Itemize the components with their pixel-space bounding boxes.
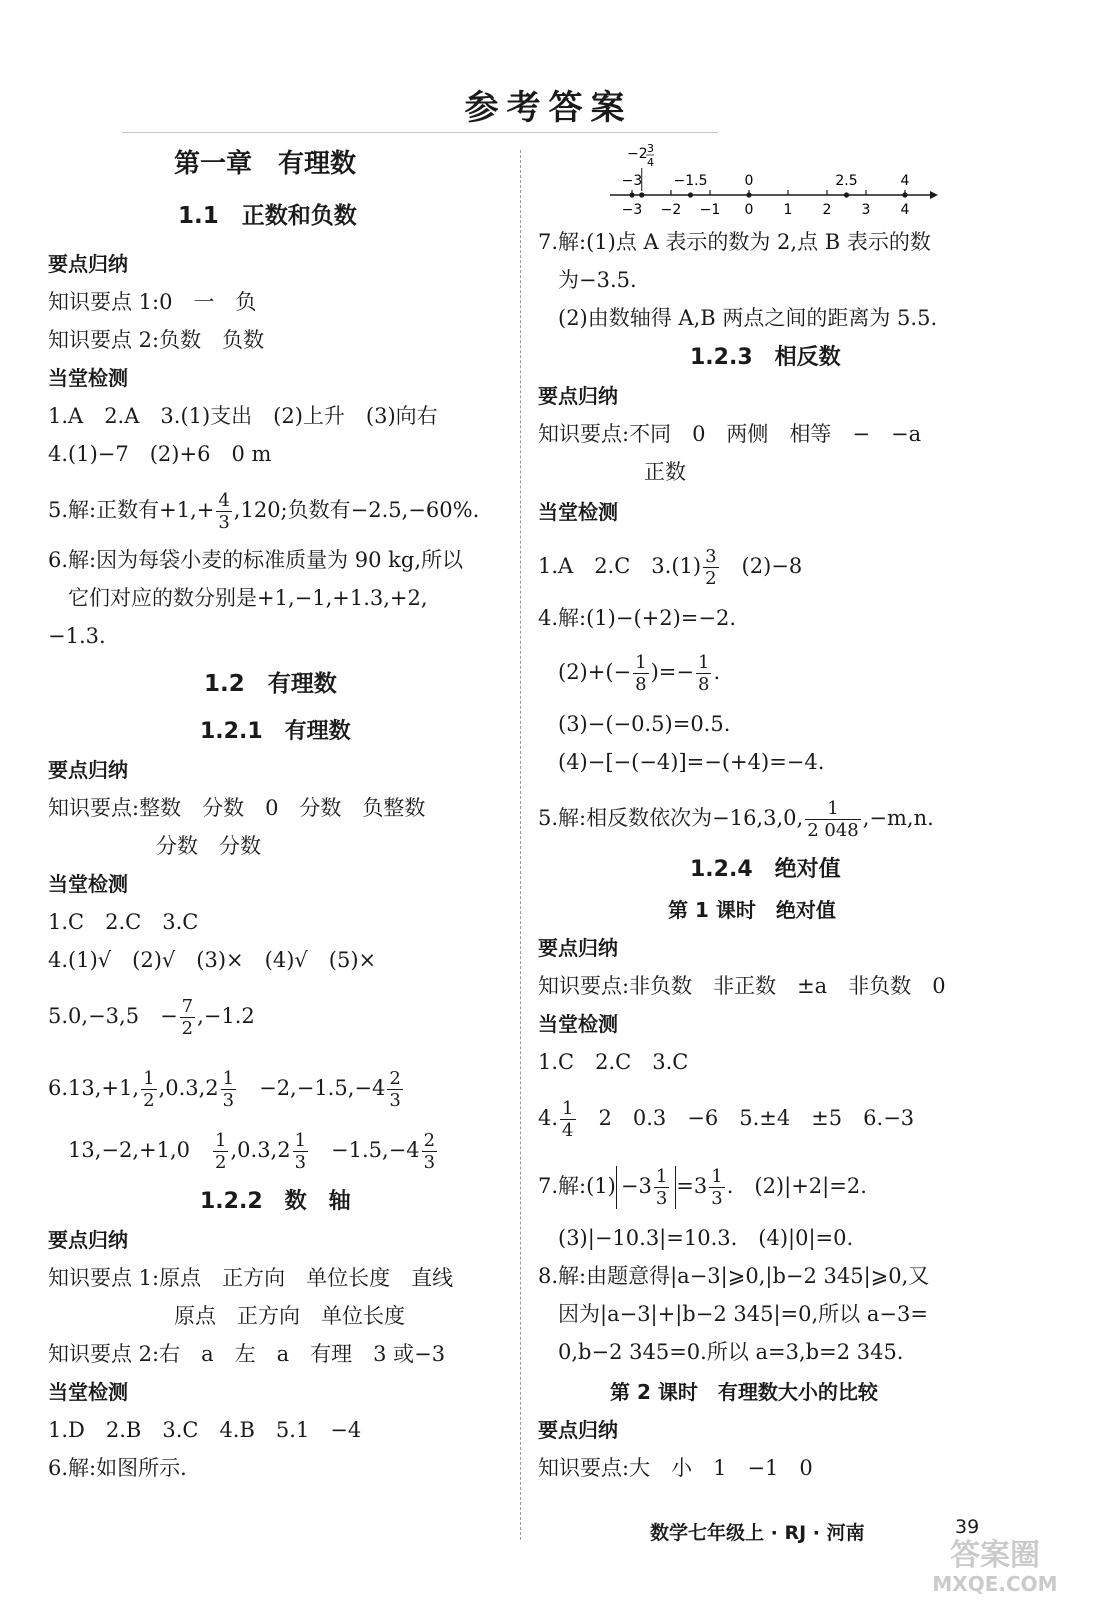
key-points-heading: 要点归纳	[538, 936, 618, 960]
tick-label: 4	[900, 202, 910, 218]
axis-ticks	[622, 190, 910, 218]
answer-line: 知识要点:大 小 1 −1 0	[538, 1456, 813, 1480]
denominator: 4	[647, 156, 654, 169]
denominator: 3	[423, 1152, 436, 1173]
denominator: 8	[697, 674, 710, 695]
numerator: 3	[647, 142, 654, 155]
fraction	[633, 652, 648, 695]
subsection-heading: 1.2.3 相反数	[690, 345, 841, 370]
page-number: 39	[955, 1516, 980, 1538]
answer-line: 知识要点 1:0 一 负	[48, 290, 257, 314]
fraction	[213, 1130, 228, 1173]
watermark-text: MXQE.COM	[932, 1572, 1058, 1596]
tick-label: −1	[699, 202, 721, 218]
numerator: 2	[423, 1130, 436, 1151]
numerator: 1	[562, 1098, 574, 1119]
answer-text: 4.	[538, 1106, 559, 1130]
answer-line: 知识要点:不同 0 两侧 相等 − −a	[538, 422, 922, 446]
answer-text: 2 0.3 −6 5.±4 ±5 6.−3	[577, 1106, 915, 1130]
fraction	[703, 546, 718, 589]
numerator: 1	[697, 652, 710, 673]
fraction	[216, 490, 231, 533]
answer-text: . (2)|+2|=2.	[726, 1174, 867, 1198]
answer-text: 1.A 2.C 3.(1)	[538, 554, 702, 578]
tick-label: −2	[660, 202, 682, 218]
answer-line: 6.解:如图所示.	[48, 1456, 187, 1480]
number-point	[629, 192, 634, 197]
check-heading: 当堂检测	[538, 500, 618, 524]
watermark-logo	[905, 1535, 1085, 1597]
arrow-icon	[930, 191, 938, 199]
section-heading: 1.2 有理数	[204, 671, 337, 697]
answer-line: (2)由数轴得 A,B 两点之间的距离为 5.5.	[558, 306, 938, 330]
answer-line	[68, 1120, 439, 1180]
column-divider	[520, 150, 521, 1540]
answer-line: 1.C 2.C 3.C	[48, 910, 199, 934]
answer-line: 4.解:(1)−(+2)=−2.	[538, 606, 737, 630]
answer-line: 知识要点:整数 分数 0 分数 负整数	[48, 796, 426, 820]
answer-text: 7.解:(1)	[538, 1174, 616, 1198]
denominator: 2	[705, 568, 717, 589]
answer-text: −3	[620, 1174, 652, 1198]
answer-line: −1.3.	[48, 624, 106, 648]
key-points-heading: 要点归纳	[538, 1418, 618, 1442]
answer-text: 5.解:相反数依次为−16,3,0,	[538, 806, 804, 830]
answer-text: 6.13,+1,	[48, 1076, 140, 1100]
answer-line: 知识要点 1:原点 正方向 单位长度 直线	[48, 1266, 454, 1290]
point-label: −2	[627, 146, 648, 162]
answer-line: 6.解:因为每袋小麦的标准质量为 90 kg,所以	[48, 548, 464, 572]
answer-text: .	[713, 660, 721, 684]
chapter-title: 第一章 有理数	[174, 149, 357, 179]
denominator: 3	[655, 1188, 668, 1209]
answer-text: ,120;负数有−2.5,−60%.	[233, 498, 480, 522]
numerator: 2	[389, 1068, 401, 1089]
answer-line: 知识要点 2:负数 负数	[48, 328, 265, 352]
fraction	[560, 1098, 575, 1141]
number-point	[688, 192, 693, 197]
point-label: 0	[744, 173, 754, 189]
lesson-heading: 第 1 课时 绝对值	[668, 898, 836, 922]
key-points-heading: 要点归纳	[48, 252, 128, 276]
answer-text: ,−m,n.	[862, 806, 934, 830]
subsection-heading: 1.2.1 有理数	[200, 719, 351, 744]
denominator: 3	[711, 1188, 723, 1209]
numerator: 7	[181, 996, 194, 1017]
absolute-value	[616, 1166, 676, 1209]
answer-line: 它们对应的数分别是+1,−1,+1.3,+2,	[68, 586, 428, 610]
denominator: 3	[294, 1152, 307, 1173]
answer-line: 1.D 2.B 3.C 4.B 5.1 −4	[48, 1418, 362, 1442]
tick-label: 3	[861, 202, 871, 218]
answer-line	[48, 986, 255, 1046]
point-label: 4	[900, 173, 910, 189]
answer-text: =3	[676, 1174, 708, 1198]
tick-label: 0	[744, 202, 754, 218]
answer-text: ,0.3,2	[158, 1076, 219, 1100]
fraction	[654, 1166, 669, 1209]
title-divider	[122, 132, 718, 133]
denominator: 2 048	[807, 820, 859, 841]
fraction	[221, 1068, 236, 1111]
numerator: 1	[635, 652, 647, 673]
answer-line	[538, 1088, 914, 1148]
point-label: 2.5	[835, 173, 858, 189]
numerator: 1	[143, 1068, 155, 1089]
answer-line: (4)−[−(−4)]=−(+4)=−4.	[558, 750, 825, 774]
answer-line: 为−3.5.	[558, 268, 637, 292]
answer-text: 5.0,−3,5 −	[48, 1004, 178, 1028]
fraction	[696, 652, 711, 695]
answer-line: 1.C 2.C 3.C	[538, 1050, 689, 1074]
check-heading: 当堂检测	[48, 1380, 128, 1404]
denominator: 3	[218, 512, 230, 533]
answer-text: 13,−2,+1,0	[68, 1138, 212, 1162]
check-heading: 当堂检测	[538, 1012, 618, 1036]
check-heading: 当堂检测	[48, 366, 128, 390]
answer-line: 7.解:(1)点 A 表示的数为 2,点 B 表示的数	[538, 230, 931, 254]
answer-line: (3)|−10.3|=10.3. (4)|0|=0.	[558, 1226, 854, 1250]
answer-text: ,0.3,2	[230, 1138, 291, 1162]
answer-line: 4.(1)−7 (2)+6 0 m	[48, 442, 272, 466]
number-point	[844, 192, 849, 197]
answer-line: 因为|a−3|+|b−2 345|=0,所以 a−3=	[558, 1302, 928, 1326]
denominator: 2	[181, 1018, 194, 1039]
numerator: 1	[655, 1166, 668, 1187]
answer-line: 分数 分数	[156, 834, 261, 858]
answer-line: 4.(1)√ (2)√ (3)× (4)√ (5)×	[48, 948, 377, 972]
number-point	[902, 192, 907, 197]
tick-label: −3	[621, 202, 643, 218]
answer-text: ,−1.2	[197, 1004, 255, 1028]
fraction	[293, 1130, 308, 1173]
fraction	[141, 1068, 156, 1111]
point-label: −1.5	[673, 173, 708, 189]
lesson-heading: 第 2 课时 有理数大小的比较	[610, 1380, 878, 1404]
answer-line: 正数	[644, 460, 686, 484]
check-heading: 当堂检测	[48, 872, 128, 896]
denominator: 3	[389, 1090, 401, 1111]
answer-line: 知识要点:非负数 非正数 ±a 非负数 0	[538, 974, 946, 998]
answer-line: 1.A 2.A 3.(1)支出 (2)上升 (3)向右	[48, 404, 438, 428]
answer-line: (3)−(−0.5)=0.5.	[558, 712, 731, 736]
point-label: −3	[621, 173, 643, 189]
answer-text: )=−	[650, 660, 694, 684]
denominator: 2	[143, 1090, 155, 1111]
watermark-text: 答案圈	[950, 1538, 1040, 1573]
answer-line	[538, 1156, 867, 1216]
fraction	[805, 798, 861, 841]
numerator: 1	[711, 1166, 723, 1187]
answer-text: 5.解:正数有+1,+	[48, 498, 215, 522]
section-heading: 1.1 正数和负数	[178, 203, 357, 229]
numerator: 1	[222, 1068, 235, 1089]
answer-line	[538, 536, 802, 596]
number-point	[639, 192, 644, 197]
fraction	[180, 996, 195, 1039]
answer-text: (2)−8	[720, 554, 803, 578]
numerator: 1	[215, 1130, 227, 1151]
answer-line: 0,b−2 345=0.所以 a=3,b=2 345.	[558, 1340, 904, 1364]
subsection-heading: 1.2.2 数 轴	[200, 1189, 351, 1214]
page-title: 参考答案	[464, 88, 633, 128]
key-points-heading: 要点归纳	[538, 384, 618, 408]
fraction	[422, 1130, 437, 1173]
numerator: 1	[805, 798, 861, 820]
answer-line: 原点 正方向 单位长度	[174, 1304, 405, 1328]
answer-line: 知识要点 2:右 a 左 a 有理 3 或−3	[48, 1342, 446, 1366]
footer-label: 数学七年级上 · RJ · 河南	[650, 1522, 865, 1544]
fraction	[709, 1166, 724, 1209]
denominator: 8	[635, 674, 647, 695]
answer-text: −1.5,−4	[310, 1138, 420, 1162]
answer-line	[48, 480, 479, 540]
numerator: 3	[705, 546, 717, 567]
answer-line	[48, 1058, 405, 1118]
denominator: 4	[562, 1120, 574, 1141]
answer-line: 8.解:由题意得|a−3|⩾0,|b−2 345|⩾0,又	[538, 1264, 930, 1288]
key-points-heading: 要点归纳	[48, 1228, 128, 1252]
answer-text: −2,−1.5,−4	[238, 1076, 386, 1100]
numerator: 4	[218, 490, 230, 511]
answer-line	[558, 642, 720, 702]
denominator: 2	[215, 1152, 227, 1173]
tick-label: 2	[822, 202, 832, 218]
number-point	[746, 192, 751, 197]
key-points-heading: 要点归纳	[48, 758, 128, 782]
numerator: 1	[294, 1130, 307, 1151]
denominator: 3	[222, 1090, 235, 1111]
answer-line	[538, 788, 934, 848]
fraction	[387, 1068, 402, 1111]
answer-text: (2)+(−	[558, 660, 632, 684]
subsection-heading: 1.2.4 绝对值	[690, 857, 841, 882]
tick-label: 1	[783, 202, 793, 218]
number-line	[590, 140, 950, 222]
